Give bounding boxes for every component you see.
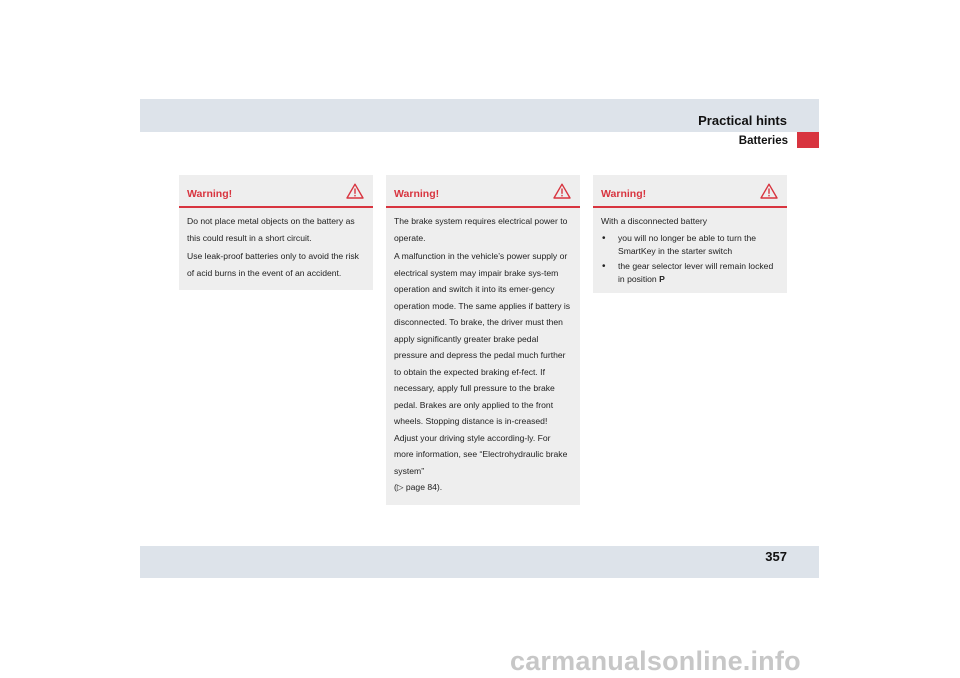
section-title: Practical hints <box>698 113 787 128</box>
watermark: carmanualsonline.info <box>510 646 801 676</box>
warning-bullet-list <box>601 232 779 286</box>
warning-intro: With a disconnected battery <box>601 216 708 226</box>
warning-label: Warning! <box>187 188 233 200</box>
warning-paragraph: The brake system requires electrical power to operate. <box>394 216 568 243</box>
section-tab-marker <box>797 132 819 148</box>
warning-triangle-icon <box>346 183 364 199</box>
bullet-text: you will no longer be able to turn the SmartKey in the starter switch <box>618 232 757 256</box>
gear-position-letter: P <box>659 273 665 284</box>
warning-paragraph: Do not place metal objects on the battery as this could result in a short circuit. <box>187 216 355 243</box>
list-item <box>601 260 779 286</box>
warning-body <box>593 208 787 293</box>
warning-paragraph: Use leak-proof batteries only to avoid the risk of acid burns in the event of an accident. <box>187 251 359 278</box>
subsection-title: Batteries <box>738 135 788 147</box>
bullet-text: the gear selector lever will remain locked in position <box>618 260 774 284</box>
warning-paragraph: A malfunction in the vehicle’s power supply or electrical system may impair brake sys-tem operation and switch it into its emer-gency operation mode. The same applies if battery is disconnected. To brake, the driver must then apply significantly greater brake pedal pressure and depress the pedal much further to obtain the expected braking ef-fect. If necessary, apply full pressure to the brake pedal. Brakes are only applied to the front wheels. Stopping distance is in-creased! Adjust your driving style according-ly. For more information, see “Electrohydraulic brake system” <box>394 251 571 476</box>
warning-box-battery-short-circuit <box>179 175 373 290</box>
warning-triangle-icon <box>553 183 571 199</box>
warning-triangle-icon <box>760 183 778 199</box>
warning-box-brake-system <box>386 175 580 505</box>
warning-body <box>386 208 580 505</box>
list-item <box>601 232 779 258</box>
header-band <box>140 99 819 132</box>
warning-header <box>593 175 787 208</box>
warning-header <box>179 175 373 208</box>
page-reference-link[interactable]: (▷ page 84). <box>394 482 443 492</box>
warning-label: Warning! <box>394 188 440 200</box>
page-number: 357 <box>765 549 787 564</box>
footer-band <box>140 546 819 578</box>
warning-label: Warning! <box>601 188 647 200</box>
warning-body <box>179 208 373 290</box>
warning-box-disconnected-battery <box>593 175 787 293</box>
warning-header <box>386 175 580 208</box>
